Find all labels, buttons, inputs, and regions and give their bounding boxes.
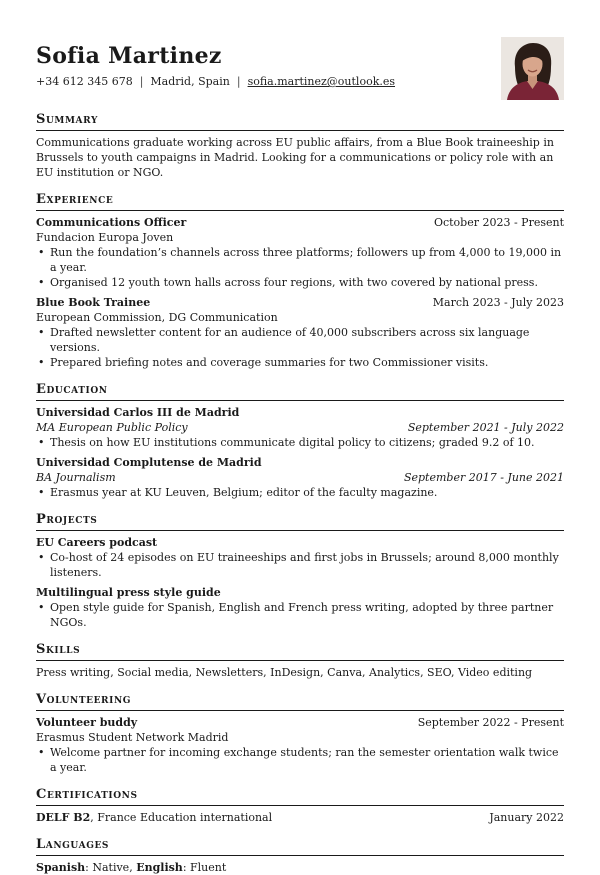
- job-date: March 2023 - July 2023: [432, 296, 564, 309]
- phone: +34 612 345 678: [36, 75, 133, 88]
- project-name: EU Careers podcast: [36, 536, 158, 549]
- degree: MA European Public Policy: [36, 421, 188, 434]
- volunteer-role: Volunteer buddy: [36, 716, 138, 729]
- volunteer-org: Erasmus Student Network Madrid: [36, 731, 229, 744]
- section-title-languages: Languages: [36, 837, 564, 856]
- bullet-item: • Thesis on how EU institutions communicate digital policy to citizens; graded 9.2 of 10.: [36, 435, 564, 450]
- summary-section: [36, 112, 564, 180]
- location: Madrid, Spain: [150, 75, 230, 88]
- section-title-experience: Experience: [36, 192, 564, 211]
- job-title: Blue Book Trainee: [36, 296, 151, 309]
- language-level: : Native,: [85, 861, 137, 874]
- education-date: September 2017 - June 2021: [403, 471, 564, 484]
- email-link[interactable]: sofia.martinez@outlook.es: [247, 75, 396, 88]
- language-level: : Fluent: [182, 861, 227, 874]
- skills-section: [36, 642, 564, 680]
- education-date: September 2021 - July 2022: [407, 421, 564, 434]
- employer: European Commission, DG Communication: [36, 311, 278, 324]
- section-title-education: Education: [36, 382, 564, 401]
- bullet-item: • Prepared briefing notes and coverage summaries for two Commissioner visits.: [36, 355, 564, 370]
- bullet-list: [36, 435, 564, 450]
- bullet-item: • Erasmus year at KU Leuven, Belgium; editor of the faculty magazine.: [36, 485, 564, 500]
- education-section: [36, 382, 564, 500]
- volunteer-date: September 2022 - Present: [417, 716, 564, 729]
- profile-photo: [501, 37, 564, 100]
- degree: BA Journalism: [36, 471, 116, 484]
- project-name: Multilingual press style guide: [36, 586, 221, 599]
- certification-issuer: , France Education international: [90, 811, 273, 824]
- skills-text: Press writing, Social media, Newsletters, InDesign, Canva, Analytics, SEO, Video editing: [36, 666, 533, 679]
- section-title-skills: Skills: [36, 642, 564, 661]
- languages-section: [36, 837, 564, 875]
- volunteering-entry: [36, 715, 564, 775]
- bullet-item: • Drafted newsletter content for an audience of 40,000 subscribers across six language versions.: [36, 325, 564, 355]
- bullet-list: [36, 550, 564, 580]
- project-entry: [36, 535, 564, 580]
- education-entry: [36, 405, 564, 450]
- bullet-list: [36, 325, 564, 370]
- section-title-summary: Summary: [36, 112, 564, 131]
- candidate-name: Sofia Martinez: [36, 43, 222, 69]
- experience-entry: [36, 295, 564, 370]
- section-title-volunteering: Volunteering: [36, 692, 564, 711]
- job-date: October 2023 - Present: [433, 216, 564, 229]
- bullet-item: • Welcome partner for incoming exchange students; ran the semester orientation walk twice a year.: [36, 745, 564, 775]
- bullet-list: [36, 600, 564, 630]
- certification-entry: [36, 810, 564, 825]
- employer: Fundacion Europa Joven: [36, 231, 174, 244]
- resume-header: [36, 42, 564, 90]
- section-title-projects: Projects: [36, 512, 564, 531]
- bullet-list: [36, 745, 564, 775]
- education-entry: [36, 455, 564, 500]
- bullet-list: [36, 485, 564, 500]
- bullet-list: [36, 245, 564, 290]
- volunteering-section: [36, 692, 564, 775]
- separator: |: [236, 75, 241, 88]
- school-name: Universidad Complutense de Madrid: [36, 456, 262, 469]
- experience-section: [36, 192, 564, 370]
- projects-section: [36, 512, 564, 630]
- contact-line: [36, 74, 564, 90]
- languages-line: [36, 860, 564, 875]
- section-title-certifications: Certifications: [36, 787, 564, 806]
- certifications-section: [36, 787, 564, 825]
- language-name: English: [136, 861, 183, 874]
- bullet-item: • Co-host of 24 episodes on EU traineeships and first jobs in Brussels; around 8,000 monthly listeners.: [36, 550, 564, 580]
- bullet-item: • Open style guide for Spanish, English and French press writing, adopted by three partner NGOs.: [36, 600, 564, 630]
- portrait-image: [501, 37, 564, 100]
- bullet-item: • Organised 12 youth town halls across four regions, with two covered by national press.: [36, 275, 564, 290]
- project-entry: [36, 585, 564, 630]
- job-title: Communications Officer: [36, 216, 187, 229]
- language-name: Spanish: [36, 861, 86, 874]
- school-name: Universidad Carlos III de Madrid: [36, 406, 240, 419]
- experience-entry: [36, 215, 564, 290]
- certification-name: DELF B2: [36, 811, 91, 824]
- summary-text: Communications graduate working across EU public affairs, from a Blue Book traineeship in Brussels to youth campaigns in Madrid. Looking for a communications or policy role with an EU institution or NGO.: [36, 136, 554, 179]
- certification-date: January 2022: [489, 811, 564, 824]
- bullet-item: • Run the foundation’s channels across three platforms; followers up from 4,000 to 19,000 in a year.: [36, 245, 564, 275]
- separator: |: [139, 75, 144, 88]
